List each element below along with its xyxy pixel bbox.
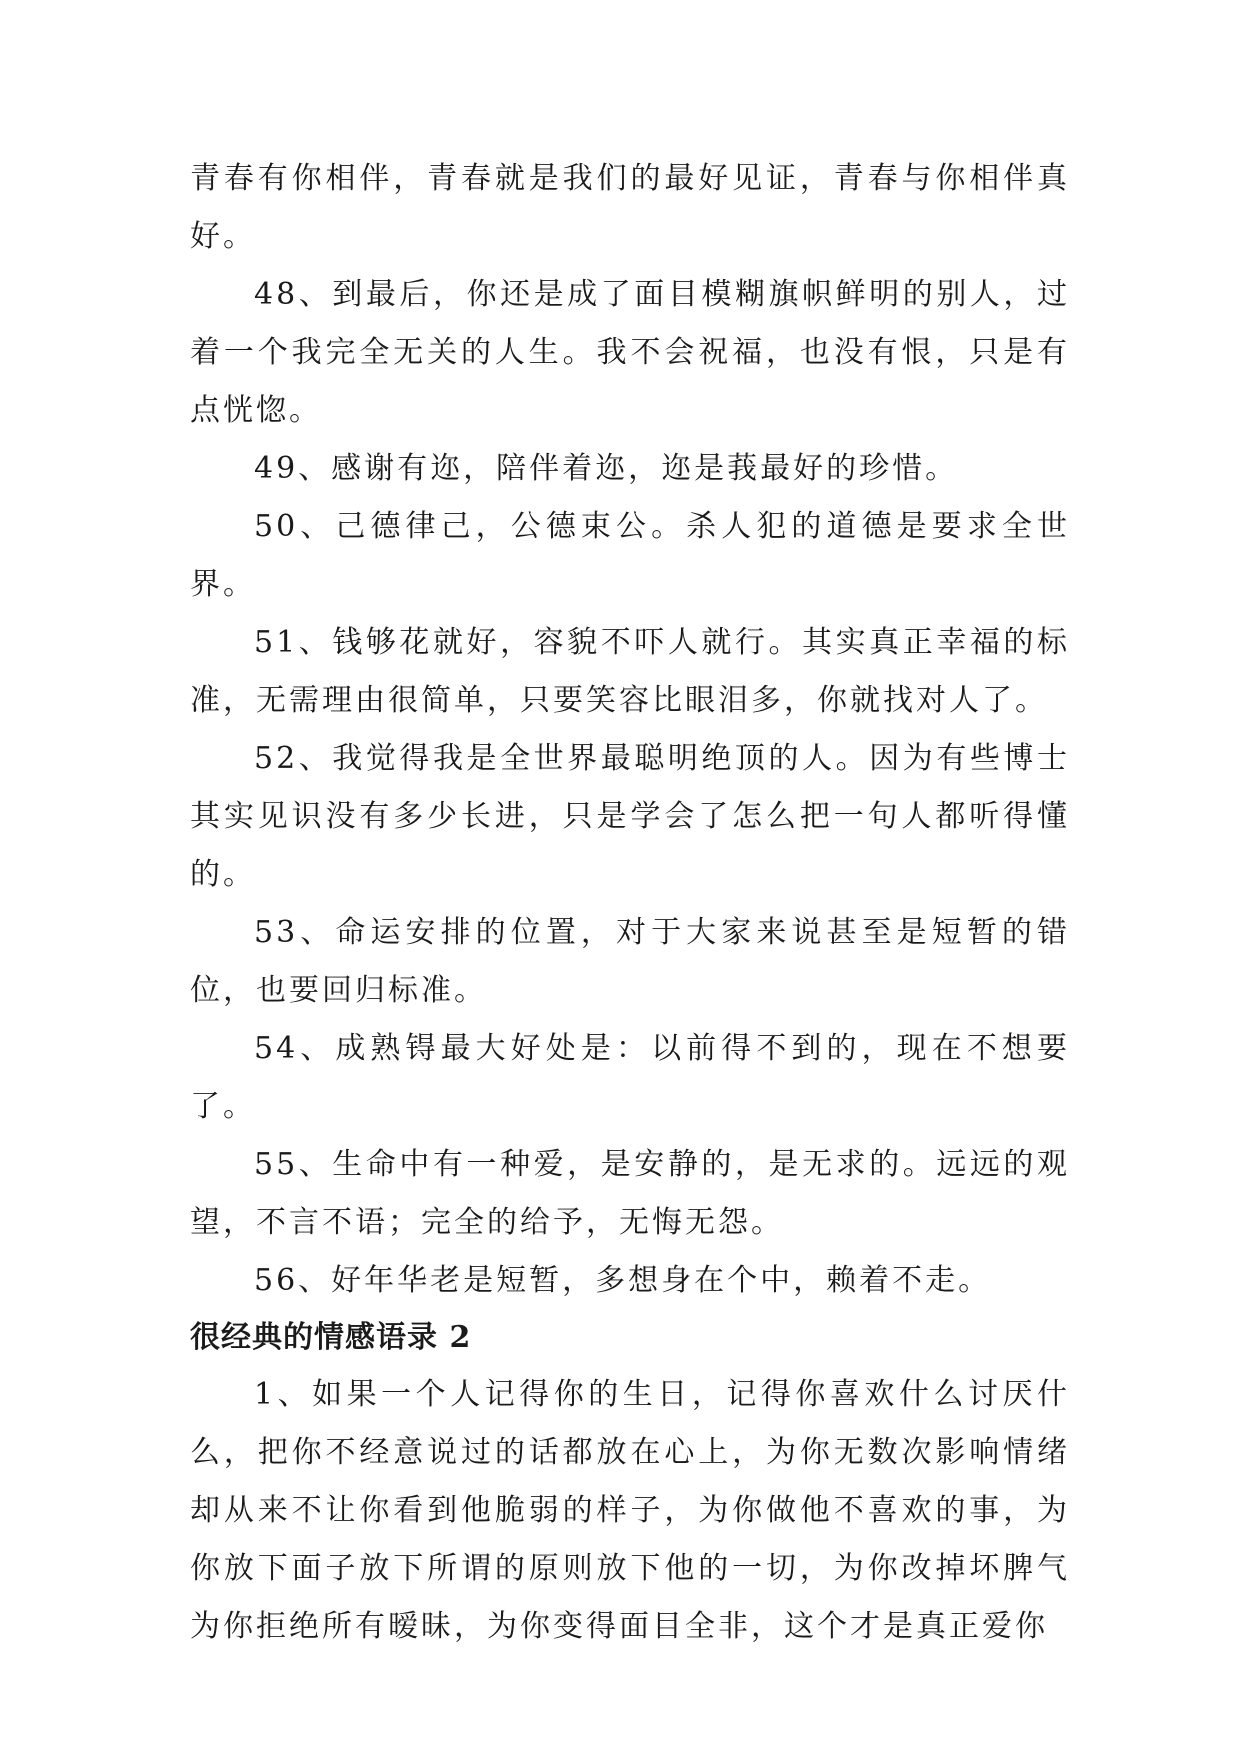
paragraph-49: 49、感谢有迩，陪伴着迩，迩是莪最好的珍惜。: [254, 451, 959, 486]
section-heading: 很经典的情感语录 2: [190, 1320, 472, 1355]
paragraph-50: 50、己德律己，公德束公。杀人犯的道德是要求全世界。: [190, 509, 1070, 602]
paragraph-55: 55、生命中有一种爱，是安静的，是无求的。远远的观望，不言不语；完全的给予，无悔无怨。: [190, 1147, 1070, 1240]
paragraph-53: 53、命运安排的位置，对于大家来说甚至是短暂的错位，也要回归标准。: [190, 915, 1070, 1008]
text-column: [190, 150, 1070, 1656]
paragraph-continuation: 青春有你相伴，青春就是我们的最好见证，青春与你相伴真好。: [190, 161, 1070, 254]
paragraph-54: 54、成熟锝最大好处是：以前得不到的，现在不想要了。: [190, 1031, 1070, 1124]
paragraph-52: 52、我觉得我是全世界最聪明绝顶的人。因为有些博士其实见识没有多少长进，只是学会了怎么把一句人都听得懂的。: [190, 741, 1070, 892]
paragraph-51: 51、钱够花就好，容貌不吓人就行。其实真正幸福的标准，无需理由很简单，只要笑容比眼泪多，你就找对人了。: [190, 625, 1070, 718]
paragraph-48: 48、到最后，你还是成了面目模糊旗帜鲜明的别人，过着一个我完全无关的人生。我不会祝福，也没有恨，只是有点恍惚。: [190, 277, 1070, 428]
section-paragraph-1: 1、如果一个人记得你的生日，记得你喜欢什么讨厌什么，把你不经意说过的话都放在心上，为你无数次影响情绪却从来不让你看到他脆弱的样子，为你做他不喜欢的事，为你放下面子放下所谓的原则放下他的一切，为你改掉坏脾气为你拒绝所有暧昧，为你变得面目全非，这个才是真正爱你: [190, 1377, 1070, 1644]
paragraph-56: 56、好年华老是短暂，多想身在个中，赖着不走。: [254, 1263, 992, 1298]
